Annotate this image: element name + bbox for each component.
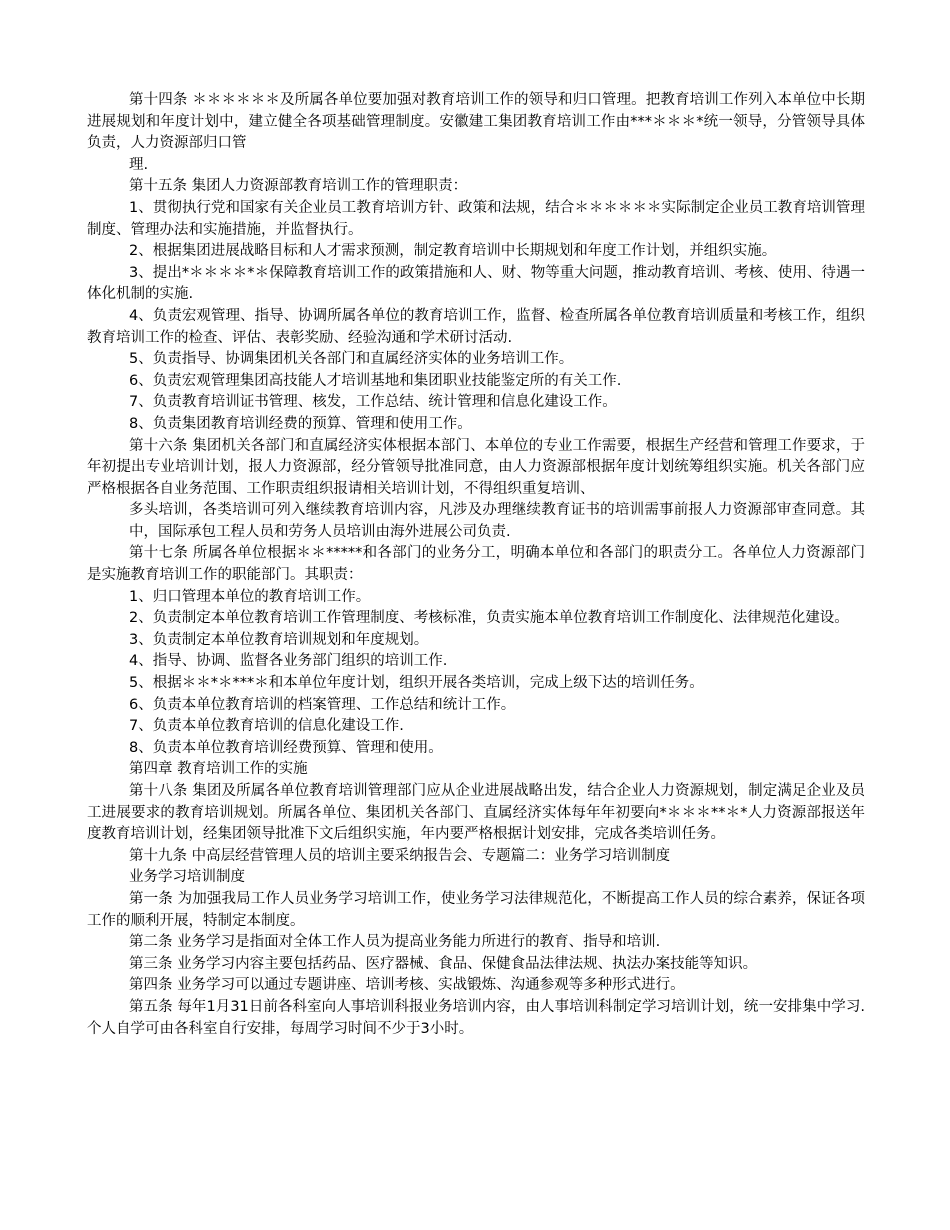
paragraph: 第十四条 ＊＊＊＊＊＊及所属各单位要加强对教育培训工作的领导和归口管理。把教育培训工作列入本单位中长期进展规划和年度计划中，建立健全各项基础管理制度。安徽建工集团教育培训工作由***＊＊＊*统一领导，分管领导具体负责，人力资源部归口管: [87, 92, 865, 152]
paragraph: 理.: [129, 156, 149, 173]
paragraph: 第十五条 集团人力资源部教育培训工作的管理职责：: [129, 178, 468, 195]
paragraph: 3、提出*＊＊＊＊*＊保障教育培训工作的政策措施和人、财、物等重大问题，推动教育培训、考核、使用、待遇一体化机制的实施.: [87, 264, 865, 303]
paragraph: 4、指导、协调、监督各业务部门组织的培训工作.: [129, 653, 448, 670]
paragraph: 第十八条 集团及所属各单位教育培训管理部门应从企业进展战略出发，结合企业人力资源规划，制定满足企业及员工进展要求的教育培训规划。所属各单位、集团机关各部门、直属经济实体每年年初要向*＊＊＊**＊*人力资源部报送年度教育培训计划，经集团领导批准下文后组织实施，年内要严格根据计划安排，完成各类培训任务。: [87, 783, 865, 843]
paragraph: 5、负责指导、协调集团机关各部门和直属经济实体的业务培训工作。: [129, 351, 574, 368]
paragraph: 6、负责本单位教育培训的档案管理、工作总结和统计工作。: [129, 696, 516, 713]
paragraph: 8、负责集团教育培训经费的预算、管理和使用工作。: [129, 415, 472, 432]
paragraph: 第二条 业务学习是指面对全体工作人员为提高业务能力所进行的教育、指导和培训.: [129, 934, 661, 951]
paragraph: 4、负责宏观管理、指导、协调所属各单位的教育培训工作，监督、检查所属各单位教育培训质量和考核工作，组织教育培训工作的检查、评估、表彰奖励、经验沟通和学术研讨活动.: [87, 307, 865, 346]
paragraph: 多头培训，各类培训可列入继续教育培训内容，凡涉及办理继续教育证书的培训需事前报人力资源部审查同意。其中，国际承包工程人员和劳务人员培训由海外进展公司负责.: [129, 502, 865, 540]
paragraph: 第三条 业务学习内容主要包括药品、医疗器械、食品、保健食品法律法规、执法办案技能等知识。: [129, 955, 758, 972]
document-body: [87, 90, 865, 1040]
paragraph: 第一条 为加强我局工作人员业务学习培训工作，使业务学习法律规范化，不断提高工作人员的综合素养，保证各项工作的顺利开展，特制定本制度。: [87, 890, 865, 929]
paragraph: 1、归口管理本单位的教育培训工作。: [129, 588, 371, 605]
section-title: 业务学习培训制度: [129, 869, 245, 886]
paragraph: 2、根据集团进展战略目标和人才需求预测，制定教育培训中长期规划和年度工作计划，并组织实施。: [129, 243, 777, 260]
paragraph: 5、根据＊＊*＊***＊和本单位年度计划，组织开展各类培训，完成上级下达的培训任务。: [129, 675, 704, 692]
chapter-heading: 第四章 教育培训工作的实施: [129, 761, 308, 778]
paragraph: 第十九条 中高层经营管理人员的培训主要采纳报告会、专题篇二：业务学习培训制度: [129, 847, 671, 864]
paragraph: 3、负责制定本单位教育培训规划和年度规划。: [129, 631, 429, 648]
paragraph: 1、贯彻执行党和国家有关企业员工教育培训方针、政策和法规，结合＊＊＊＊＊＊实际制定企业员工教育培训管理制度、管理办法和实施措施，并监督执行。: [87, 199, 865, 238]
paragraph: 7、负责本单位教育培训的信息化建设工作.: [129, 718, 404, 735]
paragraph: 8、负责本单位教育培训经费预算、管理和使用。: [129, 739, 443, 756]
paragraph: 7、负责教育培训证书管理、核发，工作总结、统计管理和信息化建设工作。: [129, 394, 617, 411]
paragraph: 第十七条 所属各单位根据＊＊*****和各部门的业务分工，明确本单位和各部门的职责分工。各单位人力资源部门是实施教育培训工作的职能部门。其职责：: [87, 545, 865, 584]
paragraph: 第五条 每年1月31日前各科室向人事培训科报业务培训内容，由人事培训科制定学习培训计划，统一安排集中学习.个人自学可由各科室自行安排，每周学习时间不少于3小时。: [87, 998, 865, 1037]
paragraph: 第四条 业务学习可以通过专题讲座、培训考核、实战锻炼、沟通参观等多种形式进行。: [129, 977, 685, 994]
paragraph: 6、负责宏观管理集团高技能人才培训基地和集团职业技能鉴定所的有关工作.: [129, 372, 622, 389]
paragraph: 第十六条 集团机关各部门和直属经济实体根据本部门、本单位的专业工作需要，根据生产经营和管理工作要求，于年初提出专业培训计划，报人力资源部，经分管领导批准同意，由人力资源部根据年度计划统筹组织实施。机关各部门应严格根据各自业务范围、工作职责组织报请相关培训计划，不得组织重复培训、: [87, 437, 865, 497]
paragraph: 2、负责制定本单位教育培训工作管理制度、考核标准，负责实施本单位教育培训工作制度化、法律规范化建设。: [129, 610, 849, 627]
